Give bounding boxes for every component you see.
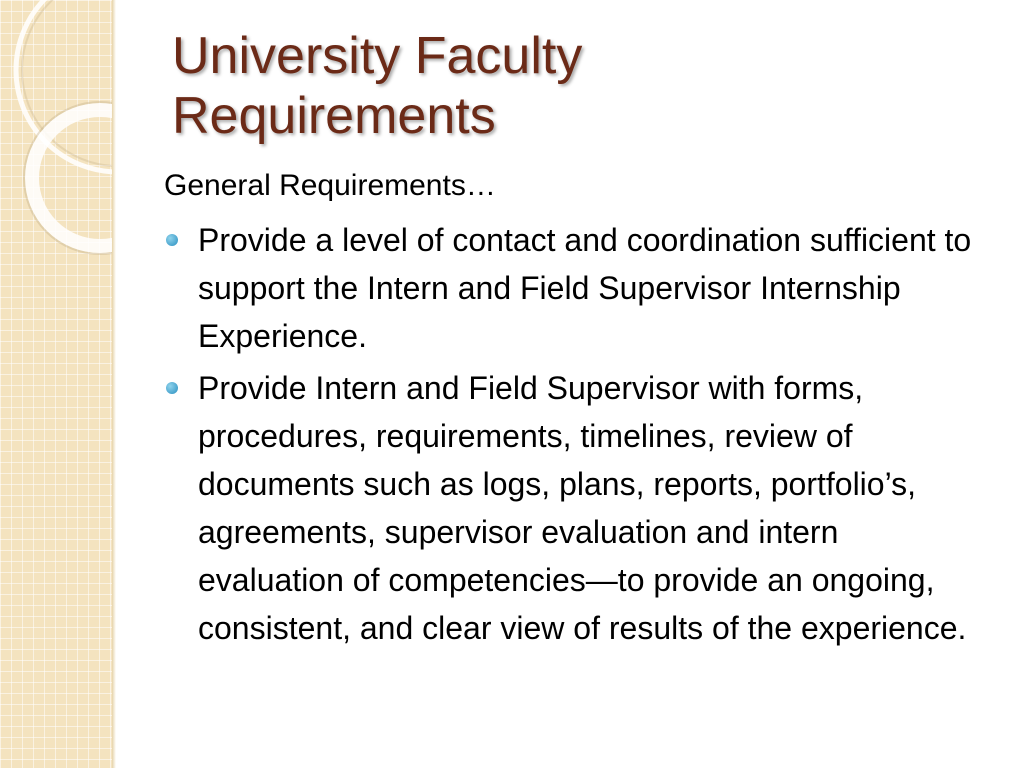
slide-title [172, 26, 582, 146]
slide-content [164, 166, 984, 656]
bullet-dot-icon [166, 234, 178, 246]
sidebar-edge [112, 0, 116, 768]
bullet-item [164, 216, 984, 360]
intro-text: General Requirements… [164, 169, 496, 202]
bullet-item [164, 364, 984, 652]
slide-title-line1: University Faculty [172, 27, 583, 85]
decorative-sidebar [0, 0, 112, 768]
decorative-circles [0, 0, 112, 260]
bullet-list [164, 216, 984, 652]
bullet-text: Provide a level of contact and coordination sufficient to support the Intern and Field Supervisor Internship Experience. [198, 222, 972, 354]
bullet-text: Provide Intern and Field Supervisor with forms, procedures, requirements, timelines, review of documents such as logs, plans, reports, portfolio’s, agreements, supervisor evaluation and intern evaluation of competencies—to provide an ongoing, consistent, and clear view of results of the experience. [198, 370, 967, 646]
bullet-dot-icon [166, 382, 178, 394]
slide-title-line2: Requirements [172, 87, 496, 145]
